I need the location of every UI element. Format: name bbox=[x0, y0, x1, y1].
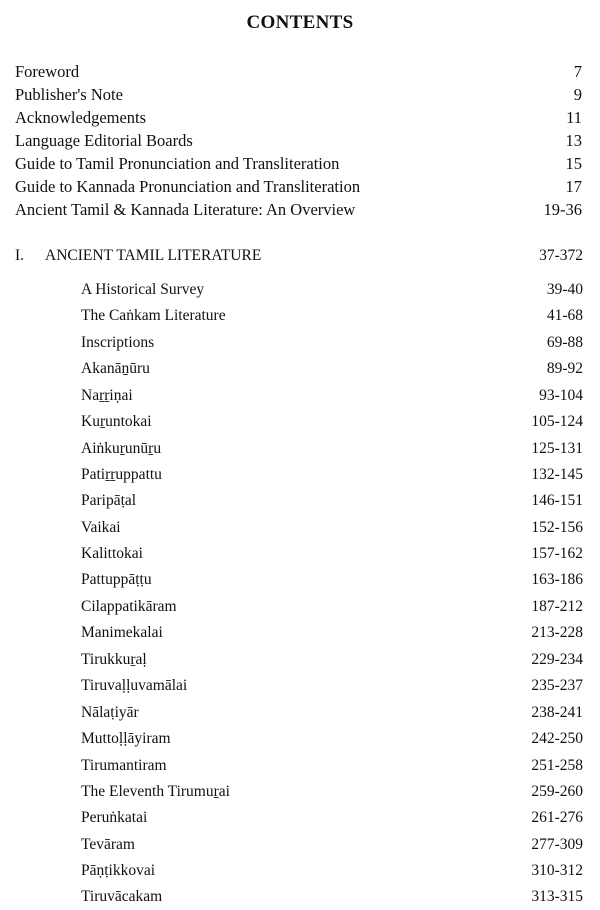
toc-entry[interactable] bbox=[15, 176, 582, 198]
page-title: CONTENTS bbox=[246, 12, 354, 33]
toc-section-title: Cilappatikāram bbox=[81, 598, 177, 615]
toc-entry-pages: 11 bbox=[566, 108, 582, 127]
toc-section-pages: 213-228 bbox=[531, 624, 583, 641]
toc-section[interactable] bbox=[81, 332, 583, 354]
toc-section-title: Peruṅkatai bbox=[81, 809, 148, 826]
toc-section[interactable] bbox=[81, 411, 583, 433]
toc-section[interactable] bbox=[81, 781, 583, 803]
toc-section[interactable] bbox=[81, 279, 583, 301]
toc-section[interactable] bbox=[81, 622, 583, 644]
toc-section[interactable] bbox=[81, 596, 583, 618]
toc-section-title: Kalittokai bbox=[81, 545, 143, 562]
toc-entry-title: Publisher's Note bbox=[15, 85, 123, 104]
part-pages: 37-372 bbox=[539, 247, 583, 264]
toc-section-title: Pattuppāṭṭu bbox=[81, 571, 152, 588]
toc-section[interactable] bbox=[81, 569, 583, 591]
toc-section-pages: 235-237 bbox=[531, 677, 583, 694]
toc-section[interactable] bbox=[81, 886, 583, 908]
toc-section-title: Tirumantiram bbox=[81, 757, 167, 774]
toc-entry[interactable] bbox=[15, 130, 582, 152]
toc-section-pages: 69-88 bbox=[546, 334, 583, 351]
toc-section-title: Paripāṭal bbox=[81, 492, 137, 509]
toc-section[interactable] bbox=[81, 385, 583, 407]
toc-section-title: Manimekalai bbox=[81, 624, 163, 641]
toc-section-pages: 310-312 bbox=[531, 862, 583, 879]
toc-section[interactable] bbox=[81, 305, 583, 327]
toc-entry-pages: 7 bbox=[573, 62, 582, 81]
toc-section-pages: 39-40 bbox=[546, 281, 583, 298]
toc-section-title: Muttoḷḷāyiram bbox=[81, 730, 171, 747]
toc-section[interactable] bbox=[81, 755, 583, 777]
toc-section-title: Tiruvācakam bbox=[81, 888, 163, 905]
toc-section[interactable] bbox=[81, 649, 583, 671]
toc-section-pages: 93-104 bbox=[539, 387, 583, 404]
toc-section[interactable] bbox=[81, 675, 583, 697]
toc-entry-pages: 15 bbox=[565, 154, 582, 173]
toc-section-title: Tiruvaḷḷuvamālai bbox=[81, 677, 188, 694]
toc-section-title: Vaikai bbox=[81, 519, 121, 536]
toc-section[interactable] bbox=[81, 358, 583, 380]
toc-section-pages: 242-250 bbox=[531, 730, 583, 747]
toc-section[interactable] bbox=[81, 438, 583, 460]
toc-section-pages: 251-258 bbox=[531, 757, 583, 774]
toc-section-pages: 187-212 bbox=[531, 598, 583, 615]
toc-section-pages: 132-145 bbox=[531, 466, 583, 483]
toc-section[interactable] bbox=[81, 728, 583, 750]
toc-entry-title: Ancient Tamil & Kannada Literature: An Overview bbox=[15, 200, 356, 219]
toc-entry-title: Guide to Kannada Pronunciation and Transliteration bbox=[15, 177, 361, 196]
toc-entry[interactable] bbox=[15, 153, 582, 175]
toc-section-pages: 277-309 bbox=[531, 836, 583, 853]
toc-section[interactable] bbox=[81, 860, 583, 882]
toc-section[interactable] bbox=[81, 834, 583, 856]
toc-entry-title: Foreword bbox=[15, 62, 80, 81]
toc-section-pages: 157-162 bbox=[531, 545, 583, 562]
toc-section-pages: 146-151 bbox=[531, 492, 583, 509]
toc-section-title: Patiṟṟuppattu bbox=[81, 466, 162, 483]
toc-entry-pages: 17 bbox=[565, 177, 582, 196]
toc-section-title: Tevāram bbox=[81, 836, 135, 853]
toc-section[interactable] bbox=[81, 543, 583, 565]
toc-section-title: Kuṟuntokai bbox=[81, 413, 152, 430]
toc-section-pages: 105-124 bbox=[531, 413, 583, 430]
toc-section-pages: 152-156 bbox=[531, 519, 583, 536]
toc-entry[interactable] bbox=[15, 107, 582, 129]
toc-section-pages: 163-186 bbox=[531, 571, 583, 588]
part-heading[interactable] bbox=[15, 245, 583, 267]
toc-entry[interactable] bbox=[15, 61, 582, 83]
toc-section-title: Naṟṟiṇai bbox=[81, 387, 133, 404]
toc-section-pages: 229-234 bbox=[531, 651, 583, 668]
toc-entry[interactable] bbox=[15, 84, 582, 106]
toc-entry-pages: 9 bbox=[573, 85, 582, 104]
toc-section-pages: 313-315 bbox=[531, 888, 583, 905]
toc-section-title: Akanāṉūru bbox=[81, 360, 150, 377]
part-title: ANCIENT TAMIL LITERATURE bbox=[45, 247, 262, 264]
toc-section-pages: 125-131 bbox=[531, 440, 583, 457]
toc-entry[interactable] bbox=[15, 199, 582, 221]
toc-section-pages: 238-241 bbox=[531, 704, 583, 721]
toc-section-title: A Historical Survey bbox=[81, 281, 205, 298]
toc-section-pages: 259-260 bbox=[531, 783, 583, 800]
toc-section-pages: 261-276 bbox=[531, 809, 583, 826]
toc-section-title: Inscriptions bbox=[81, 334, 155, 351]
toc-entry-title: Guide to Tamil Pronunciation and Transliteration bbox=[15, 154, 340, 173]
toc-section-title: Tirukkuṟaḷ bbox=[81, 651, 147, 668]
toc-section[interactable] bbox=[81, 807, 583, 829]
toc-entry-title: Language Editorial Boards bbox=[15, 131, 193, 150]
toc-entry-pages: 13 bbox=[565, 131, 582, 150]
toc-section[interactable] bbox=[81, 464, 583, 486]
part-number: I. bbox=[15, 247, 25, 264]
toc-section[interactable] bbox=[81, 490, 583, 512]
toc-section-title: The Eleventh Tirumuṟai bbox=[81, 783, 230, 800]
toc-section-pages: 41-68 bbox=[546, 307, 583, 324]
toc-section[interactable] bbox=[81, 702, 583, 724]
toc-section[interactable] bbox=[81, 517, 583, 539]
toc-section-title: Nālaṭiyār bbox=[81, 704, 139, 721]
toc-section-title: Aiṅkuṟunūṟu bbox=[81, 440, 162, 457]
toc-entry-pages: 19-36 bbox=[543, 200, 582, 219]
toc-section-title: Pāṇṭikkovai bbox=[81, 862, 156, 879]
toc-section-title: The Caṅkam Literature bbox=[81, 307, 226, 324]
toc-section-pages: 89-92 bbox=[546, 360, 583, 377]
toc-entry-title: Acknowledgements bbox=[15, 108, 147, 127]
